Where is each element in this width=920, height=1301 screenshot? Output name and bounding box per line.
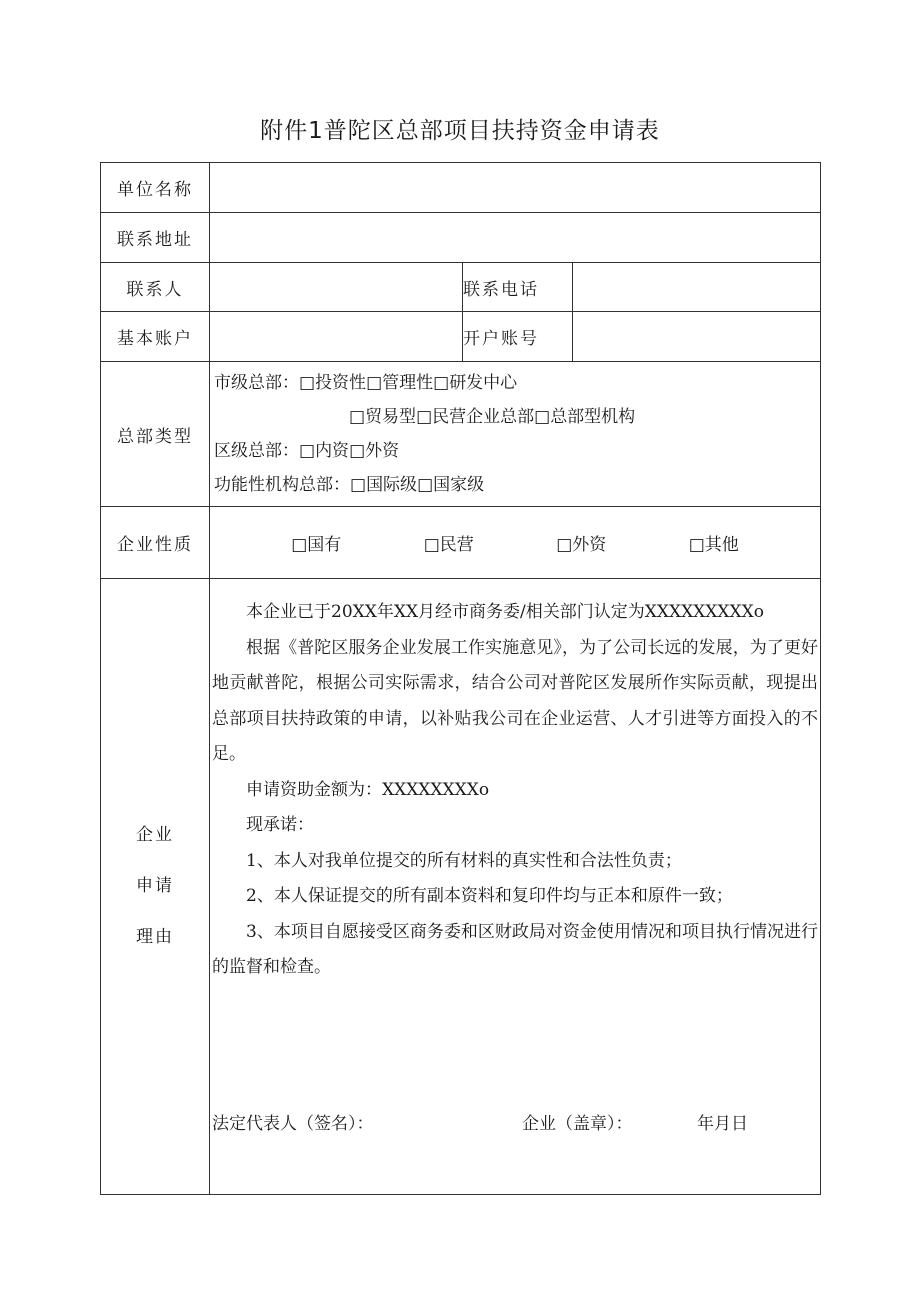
checkbox-icon[interactable]	[349, 441, 365, 461]
company-seal[interactable]: 企业（盖章）：	[522, 1114, 633, 1134]
checkbox-icon[interactable]	[416, 407, 432, 427]
commitment-heading: 现承诺：	[246, 815, 314, 835]
checkbox-icon[interactable]	[299, 441, 315, 461]
city-hq-line-2: □ 贸易型□ 民营企业总部□ 总部型机构	[214, 400, 816, 434]
checkbox-icon[interactable]	[433, 373, 449, 393]
reason-paragraph: 根据《普陀区服务企业发展工作实施意见》，为了公司长远的发展，为了更好地贡献普陀，根据公司实际需求，结合公司对普陀区发展所作实际贡献，现提出总部项目扶持政策的申请，以补贴我公司在企业运营、人才引进等方面投入的不足。	[212, 637, 819, 764]
requested-amount: 申请资助金额为：XXXXXXXXo	[246, 779, 490, 800]
hq-type-options	[210, 362, 821, 507]
open-account-field[interactable]	[573, 312, 821, 362]
page-title: 附件1普陀区总部项目扶持资金申请表	[260, 118, 660, 144]
reason-paragraph: 本企业已于20XX年XX月经市商务委/相关部门认定为XXXXXXXXXo	[246, 602, 764, 622]
nature-options	[210, 507, 821, 579]
checkbox-icon[interactable]	[299, 373, 315, 393]
commitment-item: 1、本人对我单位提交的所有材料的真实性和合法性负责；	[246, 850, 682, 871]
function-hq-line: 功能性机构总部：□ 国际级□ 国家级	[214, 468, 816, 502]
address-label: 联系地址	[101, 213, 210, 263]
reason-content	[210, 579, 821, 1195]
nature-option-other[interactable]: □ 其他	[689, 530, 739, 555]
hq-type-label: 总部类型	[101, 362, 210, 507]
legal-rep-signature[interactable]: 法定代表人（签名）：	[212, 1114, 374, 1134]
checkbox-icon[interactable]	[556, 535, 572, 555]
nature-label: 企业性质	[101, 507, 210, 579]
nature-option-private[interactable]: □ 民营	[424, 530, 474, 555]
checkbox-icon[interactable]	[350, 475, 366, 495]
commitment-item: 3、本项目自愿接受区商务委和区财政局对资金使用情况和项目执行情况进行的监督和检查。	[212, 921, 819, 977]
checkbox-icon[interactable]	[424, 535, 440, 555]
application-form	[100, 162, 821, 1195]
checkbox-icon[interactable]	[366, 373, 382, 393]
contact-field[interactable]	[210, 263, 463, 312]
phone-field[interactable]	[573, 263, 821, 312]
checkbox-icon[interactable]	[534, 407, 550, 427]
unit-name-label: 单位名称	[101, 163, 210, 213]
unit-name-field[interactable]	[210, 163, 821, 213]
address-field[interactable]	[210, 213, 821, 263]
commitment-item: 2、本人保证提交的所有副本资料和复印件均与正本和原件一致；	[246, 886, 733, 906]
checkbox-icon[interactable]	[349, 407, 365, 427]
city-hq-line-1: 市级总部：□ 投资性□ 管理性□ 研发中心	[214, 366, 816, 400]
district-hq-line: 区级总部：□ 内资□ 外资	[214, 434, 816, 468]
account-label: 基本账户	[101, 312, 210, 362]
date-field[interactable]: 年月日	[697, 1114, 748, 1134]
contact-label: 联系人	[101, 263, 210, 312]
phone-label: 联系电话	[463, 263, 573, 312]
open-account-label: 开户账号	[463, 312, 573, 362]
reason-label: 企业 申请 理由	[101, 579, 210, 1195]
account-field[interactable]	[210, 312, 463, 362]
checkbox-icon[interactable]	[291, 535, 307, 555]
checkbox-icon[interactable]	[417, 475, 433, 495]
checkbox-icon[interactable]	[689, 535, 705, 555]
nature-option-state[interactable]: □ 国有	[291, 530, 341, 555]
nature-option-foreign[interactable]: □ 外资	[556, 530, 606, 555]
